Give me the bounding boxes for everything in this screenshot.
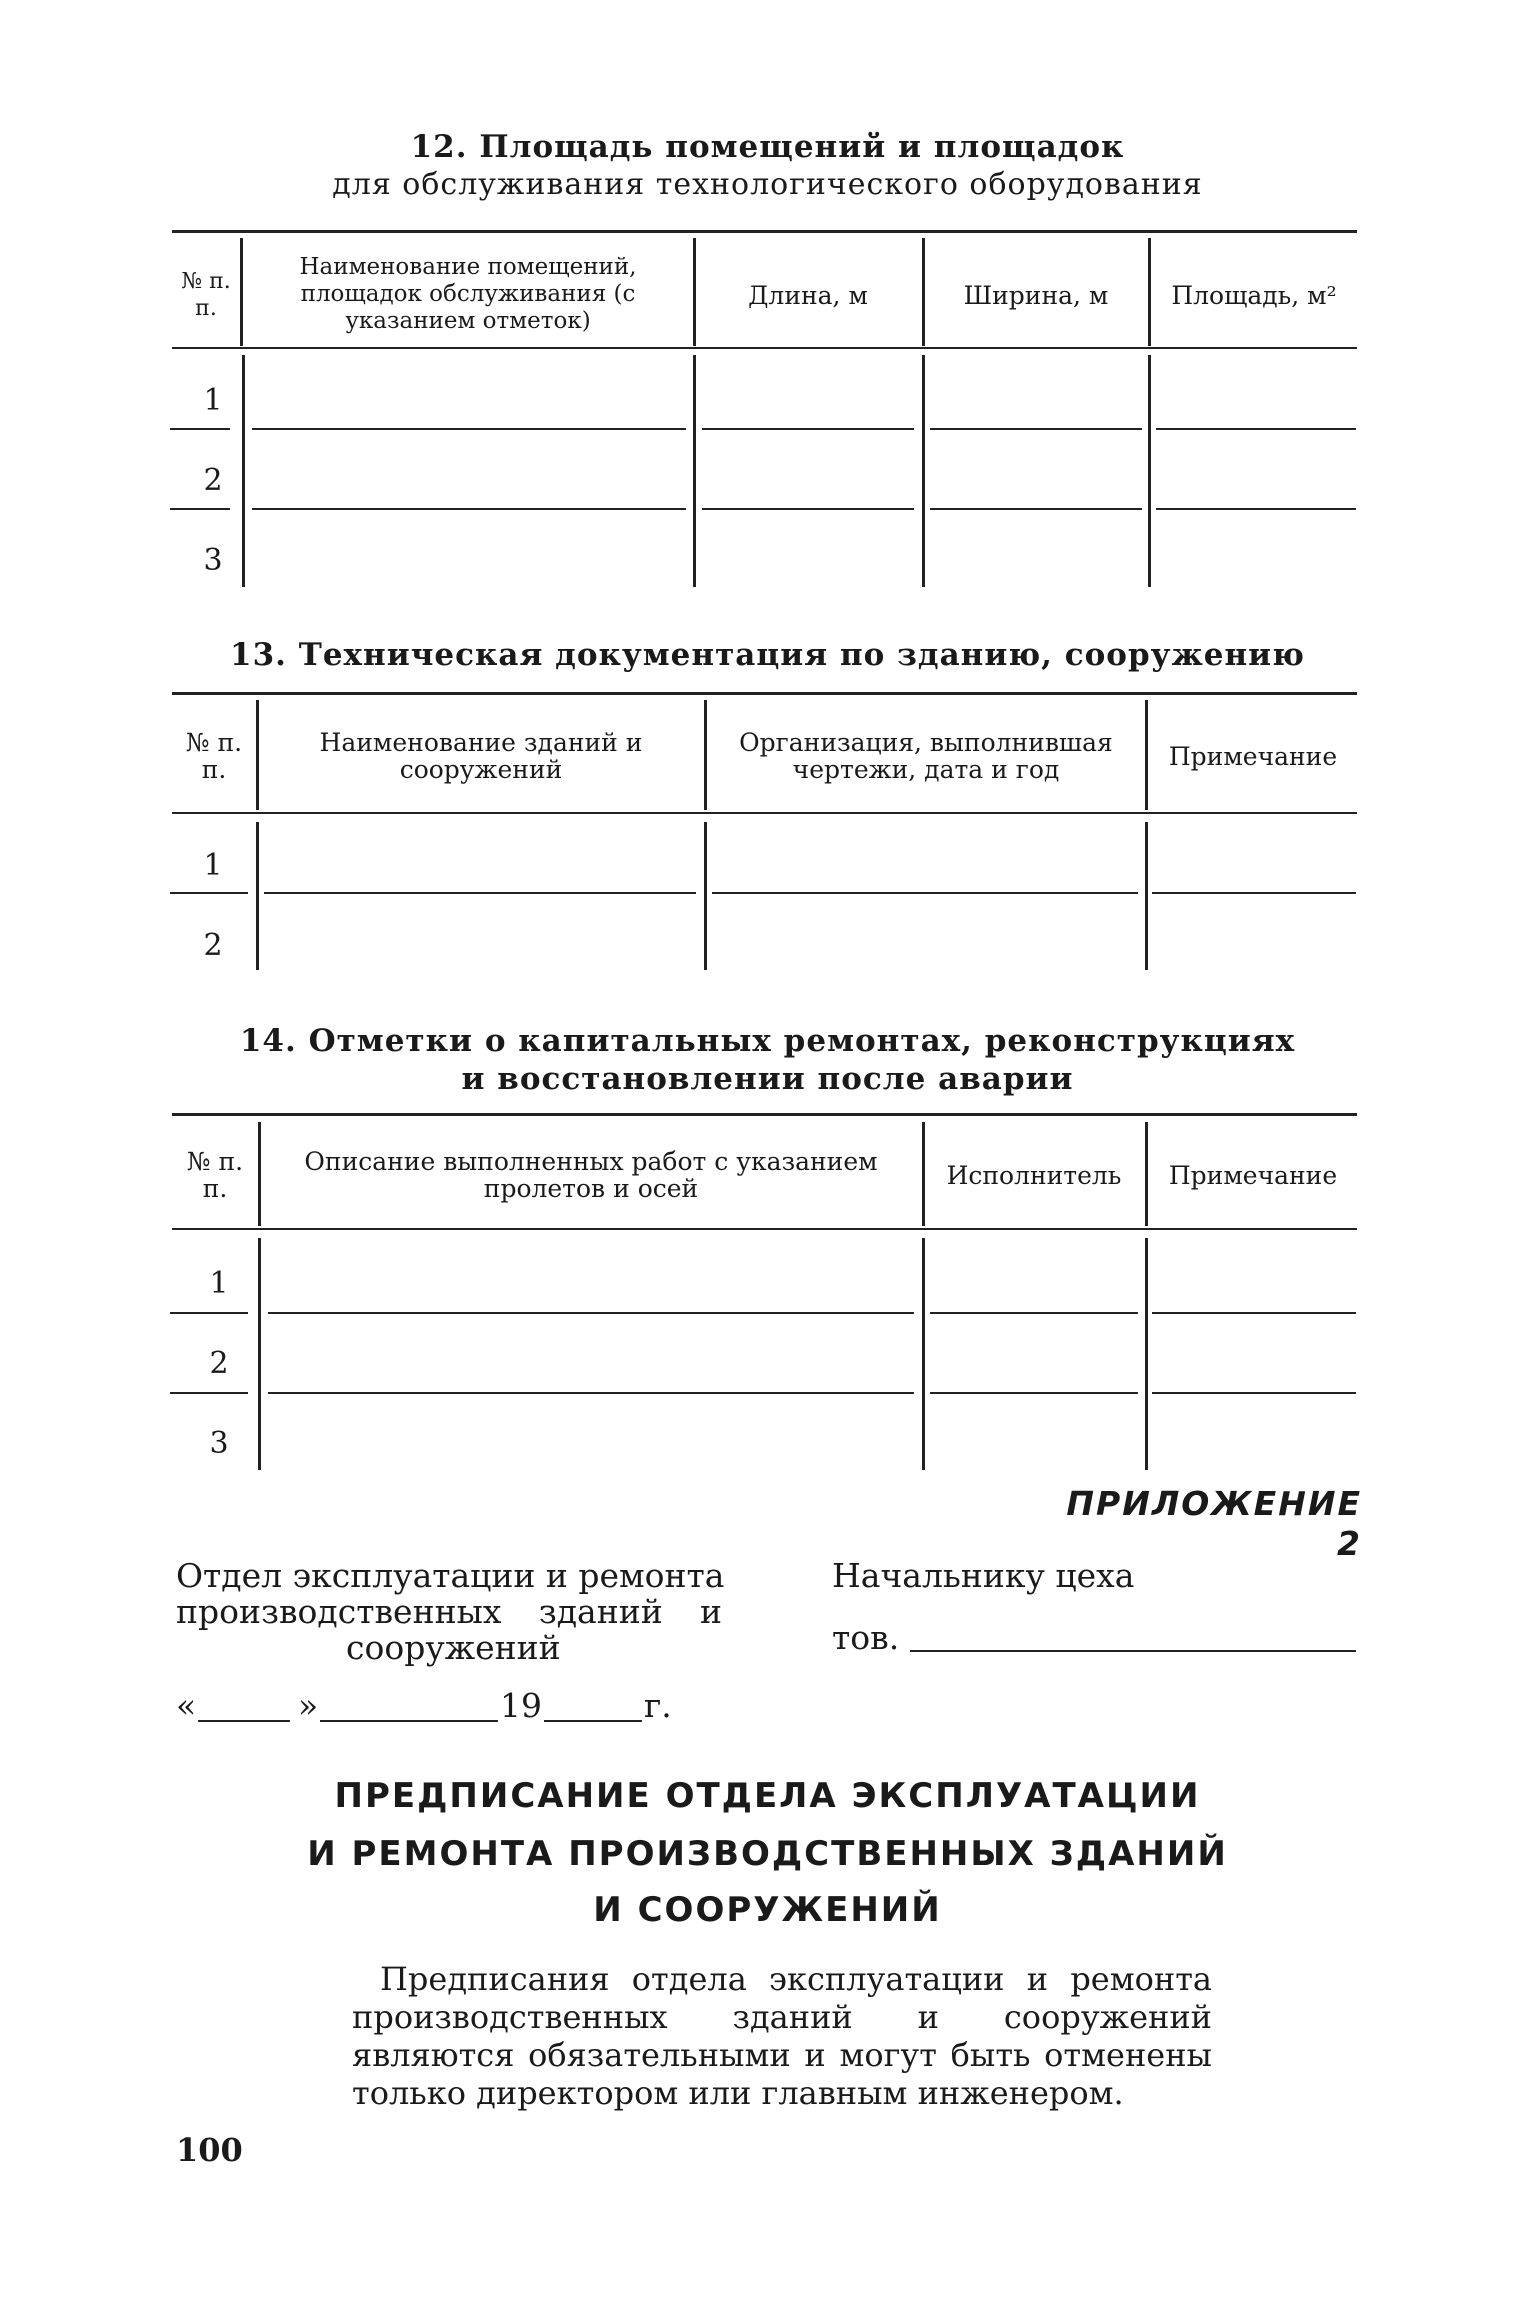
date-open-quote: « bbox=[176, 1686, 197, 1725]
date-day-blank bbox=[198, 1720, 290, 1722]
section-14-title bbox=[0, 1022, 1535, 1098]
section-14-title-line2: и восстановлении после аварии bbox=[461, 1061, 1074, 1097]
date-suffix: г. bbox=[644, 1686, 672, 1725]
table-13-row-number: 2 bbox=[203, 928, 223, 963]
recipient-name-blank bbox=[910, 1650, 1356, 1652]
heading-line3: И СООРУЖЕНИЙ bbox=[593, 1890, 942, 1930]
table-13-header-num: № п. п. bbox=[185, 728, 243, 784]
appendix-label: ПРИЛОЖЕНИЕ 2 bbox=[1066, 1484, 1362, 1563]
table-13-row-number: 1 bbox=[203, 848, 223, 883]
table-14-header-executor: Исполнитель bbox=[946, 1160, 1122, 1190]
section-12-title-line2: для обслуживания технологического оборудования bbox=[332, 167, 1203, 202]
prescription-paragraph: Предписания отдела эксплуатации и ремонта производственных зданий и сооружений являются обязательными и могут быть отменены только директором или главным инженером. bbox=[352, 1960, 1212, 2112]
table-14-header-num: № п. п. bbox=[186, 1147, 244, 1203]
date-close-quote: » bbox=[298, 1686, 319, 1725]
table-14-header-desc: Описание выполненных работ с указанием пролетов и осей bbox=[304, 1147, 878, 1203]
table-14-row-number: 2 bbox=[209, 1346, 229, 1381]
table-14-row-number: 1 bbox=[209, 1266, 229, 1301]
date-year-blank bbox=[544, 1720, 642, 1722]
recipient-line1: Начальнику цеха bbox=[832, 1556, 1135, 1595]
sender-line1: Отдел эксплуатации и ремонта bbox=[176, 1556, 725, 1595]
section-12-title-line1: 12. Площадь помещений и площадок bbox=[410, 129, 1125, 165]
table-13-header-note: Примечание bbox=[1168, 741, 1338, 771]
date-year-prefix: 19 bbox=[500, 1686, 542, 1725]
table-14-row-number: 3 bbox=[209, 1426, 229, 1461]
table-12-row-number: 3 bbox=[203, 543, 223, 578]
table-12-header-num: № п. п. bbox=[181, 269, 231, 321]
table-12-header-length: Длина, м bbox=[748, 280, 868, 310]
table-13-header-name: Наименование зданий и сооружений bbox=[319, 728, 643, 784]
section-12-title bbox=[0, 128, 1535, 204]
sender-line2: производственных зданий и bbox=[176, 1592, 722, 1631]
section-13-title: 13. Техническая документация по зданию, сооружению bbox=[230, 637, 1305, 673]
table-12-header-name: Наименование помещений, площадок обслуживания (с указанием отметок) bbox=[299, 253, 637, 334]
table-12-header-width: Ширина, м bbox=[963, 280, 1109, 310]
date-month-blank bbox=[320, 1720, 498, 1722]
section-14-title-line1: 14. Отметки о капитальных ремонтах, реконструкциях bbox=[239, 1023, 1296, 1059]
heading-line1: ПРЕДПИСАНИЕ ОТДЕЛА ЭКСПЛУАТАЦИИ bbox=[334, 1776, 1201, 1816]
table-13-header-org: Организация, выполнившая чертежи, дата и год bbox=[739, 728, 1113, 784]
table-14-header-note: Примечание bbox=[1168, 1160, 1338, 1190]
table-12-row-number: 2 bbox=[203, 463, 223, 498]
recipient-line2: тов. bbox=[832, 1618, 900, 1657]
table-12-header-area: Площадь, м² bbox=[1171, 280, 1337, 310]
heading-line2: И РЕМОНТА ПРОИЗВОДСТВЕННЫХ ЗДАНИЙ bbox=[307, 1834, 1228, 1874]
table-12-row-number: 1 bbox=[203, 383, 223, 418]
sender-line3: сооружений bbox=[346, 1628, 561, 1667]
page-number: 100 bbox=[176, 2131, 243, 2169]
